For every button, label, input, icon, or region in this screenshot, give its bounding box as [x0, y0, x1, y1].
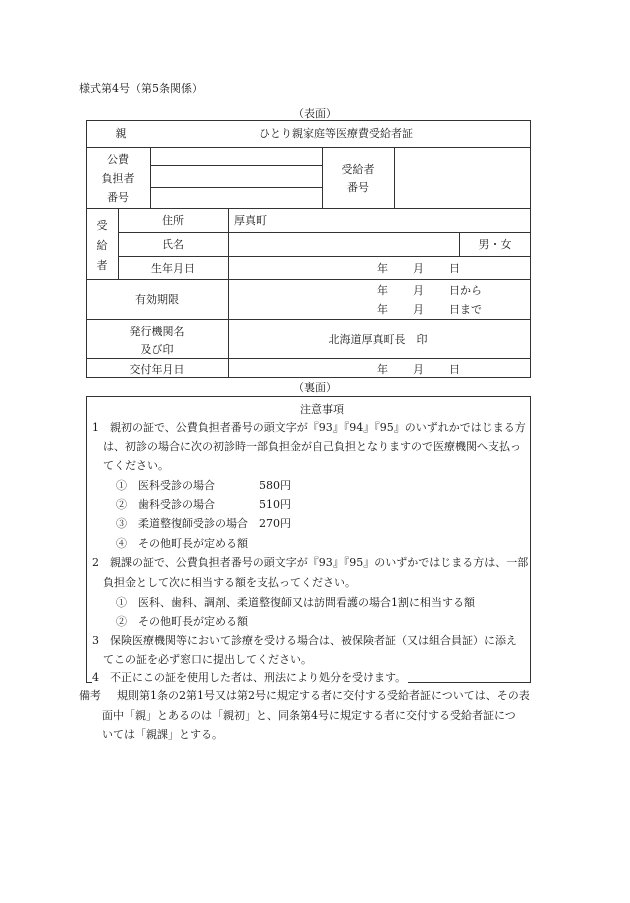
divider: [150, 147, 151, 208]
certificate-title: ひとり親家庭等医療費受給者証: [259, 127, 413, 140]
note-line: ① 医科、歯科、調剤、柔道整復師又は訪問看護の場合1割に相当する額: [116, 596, 475, 609]
note-line: 3 保険医療機関等において診療を受ける場合は、被保険者証（又は組合員証）に添え: [92, 634, 517, 647]
month-unit: 月: [413, 284, 424, 297]
divider: [118, 256, 531, 257]
divider: [228, 208, 229, 279]
note-line: ① 医科受診の場合 580円: [116, 479, 291, 492]
note-line: てください。: [92, 459, 169, 472]
address-label: 住所: [162, 214, 184, 227]
year-unit: 年: [377, 284, 388, 297]
remarks-label: 備考: [79, 689, 101, 702]
recipient-label-char: 受: [96, 219, 108, 232]
payer-label-line: 公費: [107, 153, 129, 166]
note-line: 2 親課の証で、公費負担者番号の頭文字が『93』『95』のいずかではじまる方は、一部: [92, 556, 529, 569]
divider: [459, 232, 460, 256]
address-value: 厚真町: [234, 214, 267, 227]
recipient-number-label-line: 受給者: [341, 163, 375, 176]
payer-label-line: 負担者: [101, 172, 135, 185]
remarks-line: いては「親課」とする。: [102, 728, 223, 741]
day-unit: 日: [449, 262, 460, 275]
remarks-line: 面中「親」とあるのは「親初」と、同条第4号に規定する者に交付する受給者証につ: [102, 709, 516, 722]
issuer-label-line: 及び印: [140, 343, 174, 356]
valid-until-suffix: 日まで: [449, 303, 482, 316]
month-unit: 月: [413, 363, 424, 376]
divider: [322, 147, 323, 208]
validity-label: 有効期限: [135, 293, 179, 306]
divider: [228, 279, 229, 378]
issuer-value: 北海道厚真町長 印: [328, 333, 428, 346]
front-table-border: [86, 120, 531, 378]
divider: [86, 208, 531, 209]
issue-date-label: 交付年月日: [129, 363, 185, 376]
recipient-number-label-line: 番号: [347, 181, 369, 194]
valid-from-suffix: 日から: [449, 284, 482, 297]
note-line: は、初診の場合に次の初診時一部負担金が自己負担となりますので医療機関へ支払っ: [92, 440, 521, 453]
category-label: 親: [115, 127, 127, 140]
form-number: 様式第4号（第5条関係）: [79, 82, 203, 95]
month-unit: 月: [413, 303, 424, 316]
year-unit: 年: [377, 262, 388, 275]
issuer-label-line: 発行機関名: [129, 325, 185, 338]
note-line: ② その他町長が定める額: [116, 615, 248, 628]
note-line: てこの証を必ず窓口に提出してください。: [92, 653, 312, 666]
front-side-label: （表面）: [293, 107, 337, 120]
divider: [150, 187, 322, 188]
birth-date-label: 生年月日: [151, 262, 195, 275]
gender-value: 男・女: [478, 238, 512, 251]
divider: [118, 232, 531, 233]
day-unit: 日: [449, 363, 460, 376]
divider: [86, 279, 531, 280]
year-unit: 年: [377, 303, 388, 316]
name-label: 氏名: [162, 238, 184, 251]
month-unit: 月: [413, 262, 424, 275]
note-line: ③ 柔道整復師受診の場合 270円: [116, 517, 291, 530]
recipient-label-char: 者: [96, 259, 108, 272]
note-line: 負担金として次に相当する額を支払ってください。: [92, 576, 356, 589]
note-line: ④ その他町長が定める額: [116, 537, 248, 550]
notes-heading: 注意事項: [300, 403, 344, 416]
note-line: ② 歯科受診の場合 510円: [116, 498, 291, 511]
divider: [150, 165, 322, 166]
divider: [118, 208, 119, 279]
divider: [86, 319, 531, 320]
note-line: 4 不正にこの証を使用した者は、刑法により処分を受けます。: [92, 671, 407, 684]
back-side-label: （裏面）: [293, 381, 337, 394]
remarks-line: 規則第1条の2第1号又は第2号に規定する者に交付する受給者証については、その表: [117, 689, 530, 702]
divider: [86, 358, 531, 359]
payer-label-line: 番号: [107, 191, 129, 204]
divider: [86, 147, 531, 148]
year-unit: 年: [377, 363, 388, 376]
divider: [394, 147, 395, 208]
recipient-label-char: 給: [96, 239, 108, 252]
note-line: 1 親初の証で、公費負担者番号の頭文字が『93』『94』『95』のいずれかではじまる方: [92, 421, 526, 434]
